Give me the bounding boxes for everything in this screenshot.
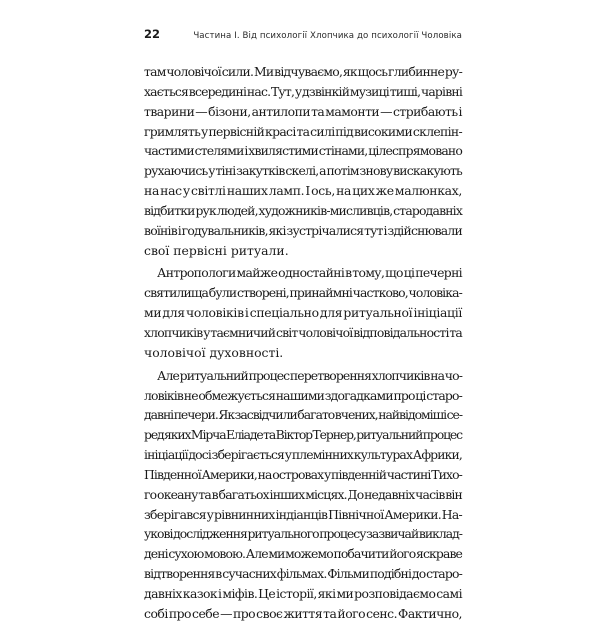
paragraph [144,263,462,362]
text-line: Але ритуальний процес перетворення хлопчиків на чо- [157,367,462,383]
text-line: укові дослідження ритуального процесу зазвичай виклад- [144,526,462,542]
text-line: дені сухою мовою. Але ми можемо побачити його яскраве [144,546,462,562]
text-line: відбитки рук людей, художників-мисливців, стародавніх [144,202,462,218]
text-line: тварини — бізони, антилопи та мамонти — стрибають і [144,103,462,119]
text-line: на нас у світлі наших ламп. І ось, на цих же малюнках, [144,183,462,199]
text-line: свої первісні ритуали. [144,242,289,258]
text-line: собі про себе — про своє життя та його сенс. Фактично, [144,605,462,621]
paragraph [144,62,462,260]
text-line: частими стелями і хвилястими стінами, цілеспрямовано [144,143,462,159]
text-line: відтворення в сучасних фільмах. Фільми подібні до старо- [144,566,462,582]
body-text [144,62,462,624]
page-number: 22 [144,27,161,41]
text-line: святилища були створені, принаймні частково, чоловіка- [144,285,462,301]
text-line: Антропологи майже одностайні в тому, що ці печерні [157,265,462,281]
text-line: давніх казок і міфів. Це історії, які ми розповідаємо самі [144,585,462,601]
text-line: зберігався у рівнинних індіанців Північної Америки. На- [144,506,462,522]
text-line: ми для чоловіків і спеціально для ритуальної ініціації [144,305,462,321]
text-line: ініціації досі зберігається у племінних культурах Африки, [144,447,462,463]
text-line: давні печери. Як засвідчили багато вчених, найвідоміші се- [144,407,462,423]
running-title: Частина І. Від психології Хлопчика до психології Чоловіка [193,31,462,41]
text-line: ловіків не обмежується нашими здогадками про ці старо- [144,387,462,403]
text-line: хається всередині нас. Тут, у дзвінкій музиці тиші, чарівні [144,83,462,99]
text-line: воїнів і годувальників, які зустрічалися тут і здійснювали [144,222,462,238]
text-line: го океану та в багатьох інших місцях. До недавніх часів він [144,486,462,502]
text-line: ред яких Мірча Еліаде та Віктор Тернер, ритуальний процес [144,427,462,443]
text-line: чоловічої духовності. [144,344,284,360]
text-line: гримлять у первісній красі та силі під високими склепін- [144,123,462,139]
text-line: там чоловічої сили. Ми відчуваємо, як щось глибинне ру- [144,64,462,79]
running-header [144,27,462,45]
text-line: рухаючись у тіні закутків скелі, а потім знову вискакують [144,163,462,179]
paragraph [144,366,462,624]
text-line: Південної Америки, на островах у південній частині Тихо- [144,466,462,482]
text-line: хлопчиків у таємничий світ чоловічої відповідальності та [144,324,462,340]
